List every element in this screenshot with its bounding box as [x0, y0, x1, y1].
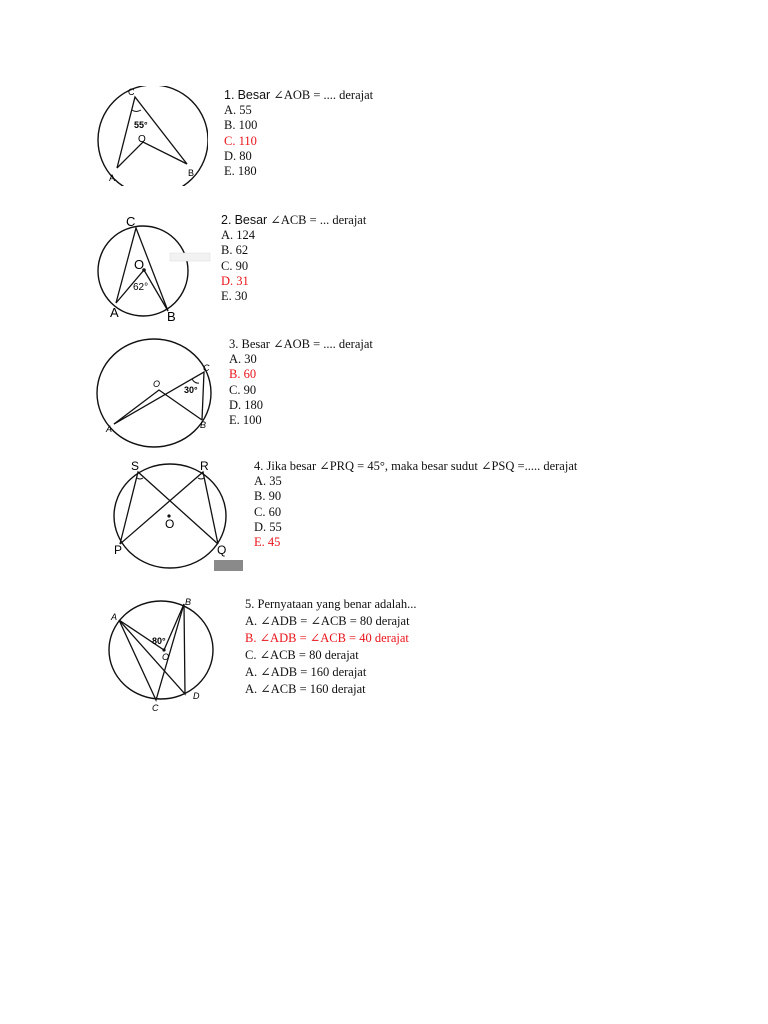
option: E. 180	[224, 164, 257, 179]
watermark-tag	[170, 253, 210, 261]
q5-figure	[104, 594, 220, 714]
q2-angle-label: 62°	[133, 282, 149, 293]
q3-figure	[96, 336, 216, 451]
q2-label-a: A	[110, 305, 119, 320]
question-stem: 2. Besar ∠ACB = ... derajat	[221, 213, 367, 227]
q5-label-b: B	[185, 597, 192, 607]
q3-radii	[114, 390, 202, 424]
q5-label-d: D	[193, 691, 200, 701]
option: A. 124	[221, 228, 256, 243]
q4-label-s: S	[131, 459, 140, 473]
q3-label-c: C	[203, 363, 210, 373]
q5-chords-c	[119, 604, 184, 700]
option: A. ∠ACB = 160 derajat	[245, 682, 366, 696]
q3-label-b: B	[200, 420, 207, 430]
q4-label-o: O	[165, 517, 175, 531]
question-stem: 4. Jika besar ∠PRQ = 45°, maka besar sudut ∠PSQ =..... derajat	[254, 459, 578, 473]
q3-label-a: A	[106, 424, 113, 434]
option: B. 62	[221, 243, 249, 258]
option-correct: D. 31	[221, 273, 249, 288]
q5-angle-label: 80°	[152, 636, 166, 646]
option: D. 180	[229, 397, 264, 412]
q5-label-c: C	[152, 703, 159, 713]
q3-label-o: O	[153, 379, 161, 389]
q4-label-r: R	[200, 459, 209, 473]
question-stem: 3. Besar ∠AOB = .... derajat	[229, 337, 373, 351]
option: D. 80	[224, 148, 252, 163]
q4-figure	[108, 456, 243, 574]
option: A. ∠ADB = ∠ACB = 80 derajat	[245, 614, 410, 628]
option-correct: B. 60	[229, 367, 257, 382]
q1-label-o: O	[138, 134, 146, 145]
option: A. ∠ADB = 160 derajat	[245, 665, 367, 679]
option: C. ∠ACB = 80 derajat	[245, 648, 359, 662]
q2-label-o: O	[134, 257, 145, 272]
q5-chords-d	[119, 604, 185, 694]
q1-label-b: B	[188, 168, 195, 178]
q1-angle-label: 55°	[134, 120, 148, 130]
option: B. 100	[224, 118, 258, 133]
question-1	[224, 88, 373, 179]
q2-figure	[96, 212, 216, 327]
option: A. 55	[224, 103, 252, 118]
option: A. 30	[229, 352, 257, 367]
watermark-tag	[214, 560, 243, 571]
option: C. 90	[229, 382, 257, 397]
q2-label-b: B	[167, 309, 176, 324]
question-4	[254, 459, 577, 550]
option-correct: B. ∠ADB = ∠ACB = 40 derajat	[245, 631, 409, 645]
option: D. 55	[254, 519, 282, 534]
q1-label-c: C	[128, 87, 135, 97]
option: E. 100	[229, 413, 262, 428]
option: E. 30	[221, 289, 248, 304]
option: C. 90	[221, 258, 249, 273]
q4-label-p: P	[114, 543, 123, 557]
q1-radii	[117, 142, 187, 168]
q5-label-a: A	[111, 612, 118, 622]
option: A. 35	[254, 474, 282, 489]
option: B. 90	[254, 489, 282, 504]
question-stem: 1. Besar ∠AOB = .... derajat	[224, 88, 374, 102]
option-correct: C. 110	[224, 133, 257, 148]
question-3	[229, 337, 373, 428]
question-stem: 5. Pernyataan yang benar adalah...	[245, 597, 417, 611]
q2-label-c: C	[126, 214, 136, 229]
q4-label-q: Q	[217, 543, 227, 557]
option-correct: E. 45	[254, 535, 281, 550]
q1-figure	[96, 86, 208, 186]
q5-label-o: O	[162, 652, 170, 662]
q1-label-a: A	[109, 173, 116, 183]
option: C. 60	[254, 504, 282, 519]
question-2	[221, 213, 366, 304]
q3-angle-label: 30°	[184, 385, 198, 395]
q4-chords-s	[120, 472, 218, 544]
question-5	[245, 596, 416, 698]
